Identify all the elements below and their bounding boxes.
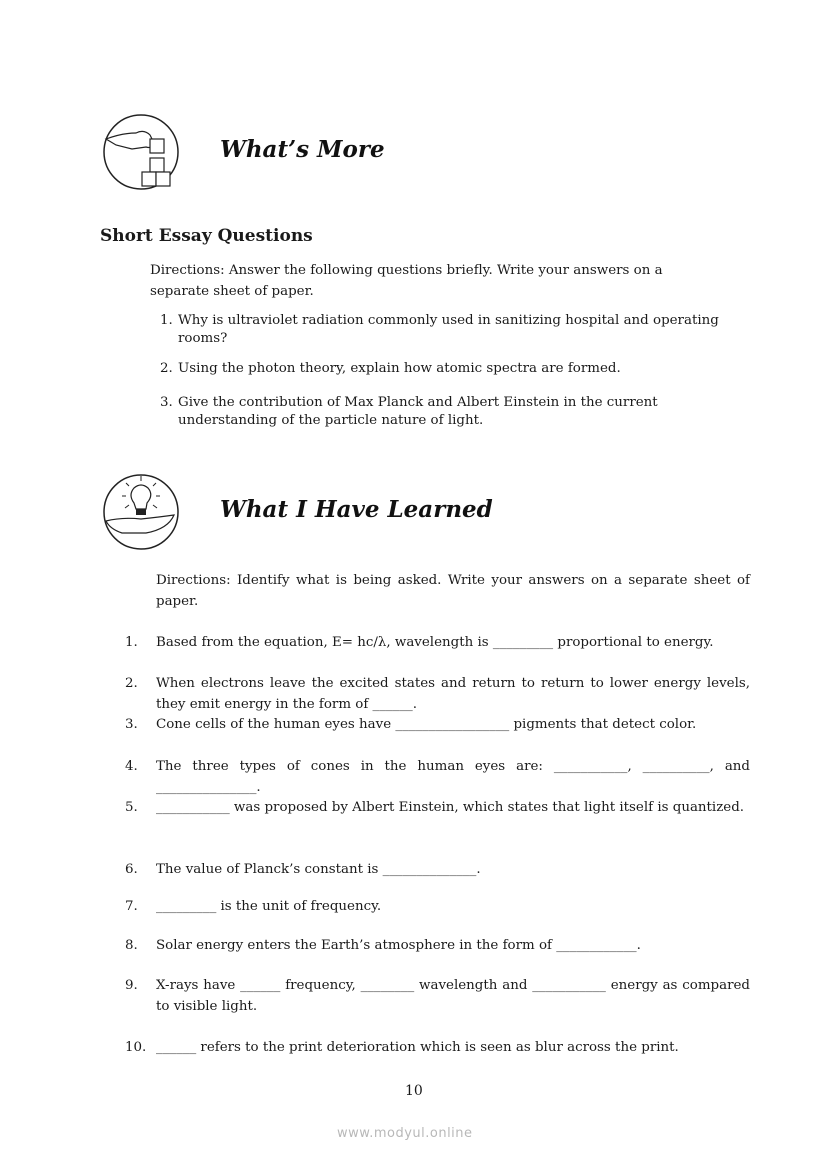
question-text: Give the contribution of Max Planck and Albert Einstein in the current understanding of the particle nature of light. (178, 395, 658, 428)
item-number: 8. (125, 938, 138, 953)
item-text: Solar energy enters the Earth’s atmosphere in the form of ____________. (156, 938, 641, 953)
item-text: When electrons leave the excited states and return to return to lower energy levels, they emit energy in the form of ______. (156, 676, 750, 712)
section-title-what-i-have-learned: What I Have Learned (220, 496, 493, 523)
item-text: _________ is the unit of frequency. (156, 899, 382, 914)
hand-stacking-blocks-icon (102, 113, 180, 191)
short-essay-heading: Short Essay Questions (100, 226, 313, 246)
item-number: 5. (125, 800, 138, 815)
item-text: The three types of cones in the human eyes are: ___________, __________, and _______________. (156, 759, 750, 795)
item-text: X-rays have ______ frequency, ________ wavelength and ___________ energy as compared to visible light. (156, 978, 750, 1014)
question-text: Why is ultraviolet radiation commonly used in sanitizing hospital and operating rooms? (178, 313, 719, 346)
question-number: 2. (160, 361, 173, 376)
item-number: 3. (125, 717, 138, 732)
list-item (125, 936, 750, 957)
list-item (125, 798, 750, 819)
page-number: 10 (405, 1083, 423, 1099)
item-number: 7. (125, 899, 138, 914)
item-text: Cone cells of the human eyes have _________________ pigments that detect color. (156, 717, 697, 732)
item-text: The value of Planck’s constant is ______________. (156, 862, 481, 877)
essay-question (160, 312, 720, 348)
item-number: 4. (125, 759, 138, 774)
item-number: 1. (125, 635, 138, 650)
item-number: 6. (125, 862, 138, 877)
list-item (125, 976, 750, 1017)
question-number: 3. (160, 395, 173, 410)
item-text: ___________ was proposed by Albert Einstein, which states that light itself is quantized. (156, 800, 745, 815)
item-text: Based from the equation, E= hc/λ, wavelength is _________ proportional to energy. (156, 635, 714, 650)
item-number: 9. (125, 978, 138, 993)
lightbulb-hand-icon (102, 473, 180, 551)
essay-question (160, 394, 720, 430)
essay-question (160, 360, 720, 378)
watermark: www.modyul.online (337, 1126, 473, 1141)
identification-directions: Directions: Identify what is being asked. Write your answers on a separate sheet of paper. (156, 573, 750, 609)
list-item (125, 674, 750, 715)
list-item (125, 633, 750, 654)
item-number: 2. (125, 676, 138, 691)
question-number: 1. (160, 313, 173, 328)
section-title-whats-more: What’s More (220, 136, 385, 163)
list-item (125, 897, 750, 918)
essay-directions: Directions: Answer the following questions briefly. Write your answers on a separate sheet of paper. (150, 263, 663, 299)
item-text: ______ refers to the print deterioration which is seen as blur across the print. (156, 1040, 679, 1055)
list-item (125, 757, 750, 798)
list-item (125, 860, 750, 881)
question-text: Using the photon theory, explain how atomic spectra are formed. (178, 361, 621, 376)
item-number: 10. (125, 1040, 147, 1055)
list-item (125, 715, 750, 736)
list-item (125, 1038, 750, 1059)
